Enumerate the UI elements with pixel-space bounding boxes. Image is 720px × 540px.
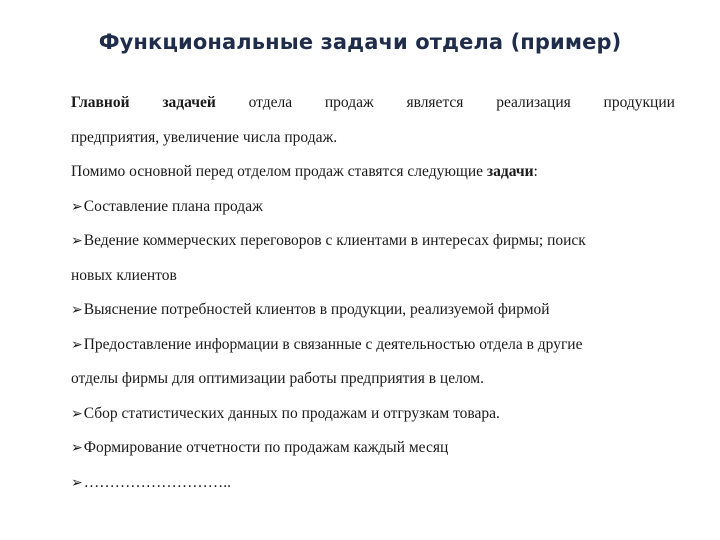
list-item	[71, 224, 675, 259]
intro-word: продаж	[324, 94, 374, 111]
slide-body	[71, 86, 675, 500]
list-item	[71, 293, 675, 328]
arrowhead-bullet-icon: ➢	[71, 336, 83, 353]
list-item-text: Формирование отчетности по продажам каждый месяц	[83, 439, 449, 456]
intro-word: задачей	[162, 94, 216, 111]
list-item	[71, 466, 675, 501]
list-item-text: Составление плана продаж	[83, 197, 263, 215]
intro-word: является	[406, 94, 464, 111]
slide-title: Функциональные задачи отдела (пример)	[98, 30, 622, 54]
lead-text: Помимо основной перед отделом продаж ставятся следующие	[71, 163, 487, 180]
list-item	[71, 397, 675, 432]
list-item-continuation: новых клиентов	[71, 266, 177, 284]
intro-line-1	[71, 86, 675, 121]
list-item	[71, 431, 675, 466]
arrowhead-bullet-icon: ➢	[71, 302, 83, 318]
list-item-continuation: отделы фирмы для оптимизации работы предприятия в целом.	[71, 370, 484, 387]
list-item	[71, 190, 675, 225]
arrowhead-bullet-icon: ➢	[71, 198, 83, 215]
list-item-text: Ведение коммерческих переговоров с клиентами в интересах фирмы; поиск	[83, 232, 586, 249]
intro-word: продукции	[603, 94, 675, 111]
arrowhead-bullet-icon: ➢	[71, 440, 83, 456]
arrowhead-bullet-icon: ➢	[71, 233, 83, 249]
lead-end: :	[533, 163, 538, 180]
list-item-text: Выяснение потребностей клиентов в продукции, реализуемой фирмой	[83, 301, 550, 318]
intro-line-2: предприятия, увеличение числа продаж.	[71, 128, 338, 146]
arrowhead-bullet-icon: ➢	[71, 474, 83, 491]
intro-word: отдела	[248, 94, 293, 111]
list-item	[71, 328, 675, 363]
lead-bold: задачи	[486, 163, 534, 180]
intro-word: реализация	[496, 94, 571, 111]
arrowhead-bullet-icon: ➢	[71, 405, 83, 422]
intro-word: Главной	[71, 94, 130, 111]
list-item-text: Предоставление информации в связанные с деятельностью отдела в другие	[83, 335, 583, 353]
list-item-text: Сбор статистических данных по продажам и отгрузкам товара.	[83, 404, 500, 422]
lead-paragraph	[71, 155, 675, 190]
list-item-text: ………………………..	[83, 473, 231, 491]
